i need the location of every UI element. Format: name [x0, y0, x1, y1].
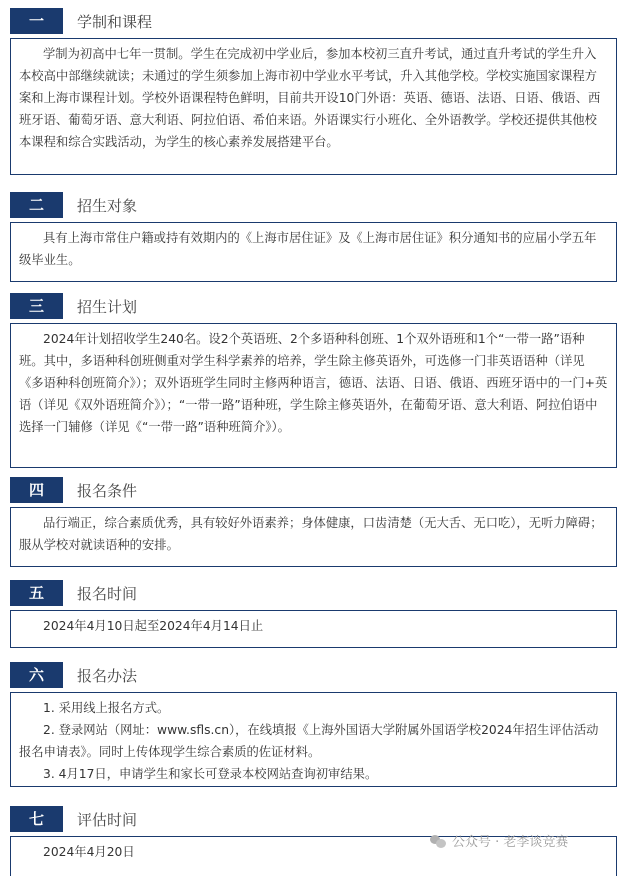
- section-body: [10, 323, 617, 468]
- section-2: [10, 192, 617, 282]
- section-title: 评估时间: [77, 811, 138, 829]
- section-header: [10, 293, 617, 323]
- section-header: [10, 580, 617, 610]
- section-header: [10, 662, 617, 692]
- section-text: 2024年4月20日: [43, 845, 135, 859]
- section-text: 品行端正，综合素质优秀，具有较好外语素养；身体健康，口齿清楚（无大舌、无口吃），无听力障碍；服从学校对就读语种的安排。: [19, 516, 603, 552]
- list-item: 3. 4月17日，申请学生和家长可登录本校网站查询初审结果。: [43, 767, 378, 781]
- section-header: [10, 192, 617, 222]
- section-number-badge: 二: [10, 192, 63, 218]
- section-number-badge: 六: [10, 662, 63, 688]
- section-title: 学制和课程: [77, 13, 153, 31]
- section-header: [10, 477, 617, 507]
- section-number-badge: 七: [10, 806, 63, 832]
- section-text: 具有上海市常住户籍或持有效期内的《上海市居住证》及《上海市居住证》积分通知书的应届小学五年级毕业生。: [19, 231, 597, 267]
- section-body: [10, 222, 617, 282]
- section-number-badge: 四: [10, 477, 63, 503]
- section-title: 招生对象: [77, 197, 138, 215]
- section-4: [10, 477, 617, 567]
- section-3: [10, 293, 617, 468]
- watermark-text: 公众号 · 老李谈竞赛: [452, 835, 569, 850]
- wechat-icon: [430, 835, 446, 848]
- section-body: [10, 692, 617, 787]
- section-text: 2024年4月10日起至2024年4月14日止: [43, 619, 264, 633]
- section-body: [10, 38, 617, 175]
- section-text: 学制为初高中七年一贯制。学生在完成初中学业后，参加本校初三直升考试，通过直升考试的学生升入本校高中部继续就读；未通过的学生须参加上海市初中学业水平考试，升入其他学校。学校实施国家课程方案和上海市课程计划。学校外语课程特色鲜明，目前共开设10门外语：英语、德语、法语、日语、俄语、西班牙语、葡萄牙语、意大利语、阿拉伯语、希伯来语。外语课实行小班化、全外语教学。学校还提供其他校本课程和综合实践活动，为学生的核心素养发展搭建平台。: [19, 47, 601, 149]
- section-body: [10, 610, 617, 648]
- section-title: 招生计划: [77, 298, 138, 316]
- section-text: 2024年计划招收学生240名。设2个英语班、2个多语种科创班、1个双外语班和1个“一带一路”语种班。其中，多语种科创班侧重对学生科学素养的培养，学生除主修英语外，可选修一门非英语语种（详见《多语种科创班简介》）；双外语班学生同时主修两种语言，德语、法语、日语、俄语、西班牙语中的一门+英语（详见《双外语班简介》）；“一带一路”语种班，学生除主修英语外，在葡萄牙语、意大利语、阿拉伯语中选择一门辅修（详见《“一带一路”语种班简介》）。: [19, 332, 608, 434]
- section-number-badge: 五: [10, 580, 63, 606]
- section-number-badge: 三: [10, 293, 63, 319]
- list-item: 1. 采用线上报名方式。: [43, 701, 170, 715]
- section-title: 报名办法: [77, 667, 138, 685]
- list-item: 2. 登录网站（网址：www.sfls.cn），在线填报《上海外国语大学附属外国语学校2024年招生评估活动报名申请表》。同时上传体现学生综合素质的佐证材料。: [19, 723, 599, 759]
- section-header: [10, 8, 617, 38]
- section-6: [10, 662, 617, 787]
- section-1: [10, 8, 617, 175]
- watermark: [430, 833, 568, 853]
- section-header: [10, 806, 617, 836]
- section-title: 报名时间: [77, 585, 138, 603]
- section-number-badge: 一: [10, 8, 63, 34]
- section-title: 报名条件: [77, 482, 138, 500]
- section-body: [10, 507, 617, 567]
- section-5: [10, 580, 617, 648]
